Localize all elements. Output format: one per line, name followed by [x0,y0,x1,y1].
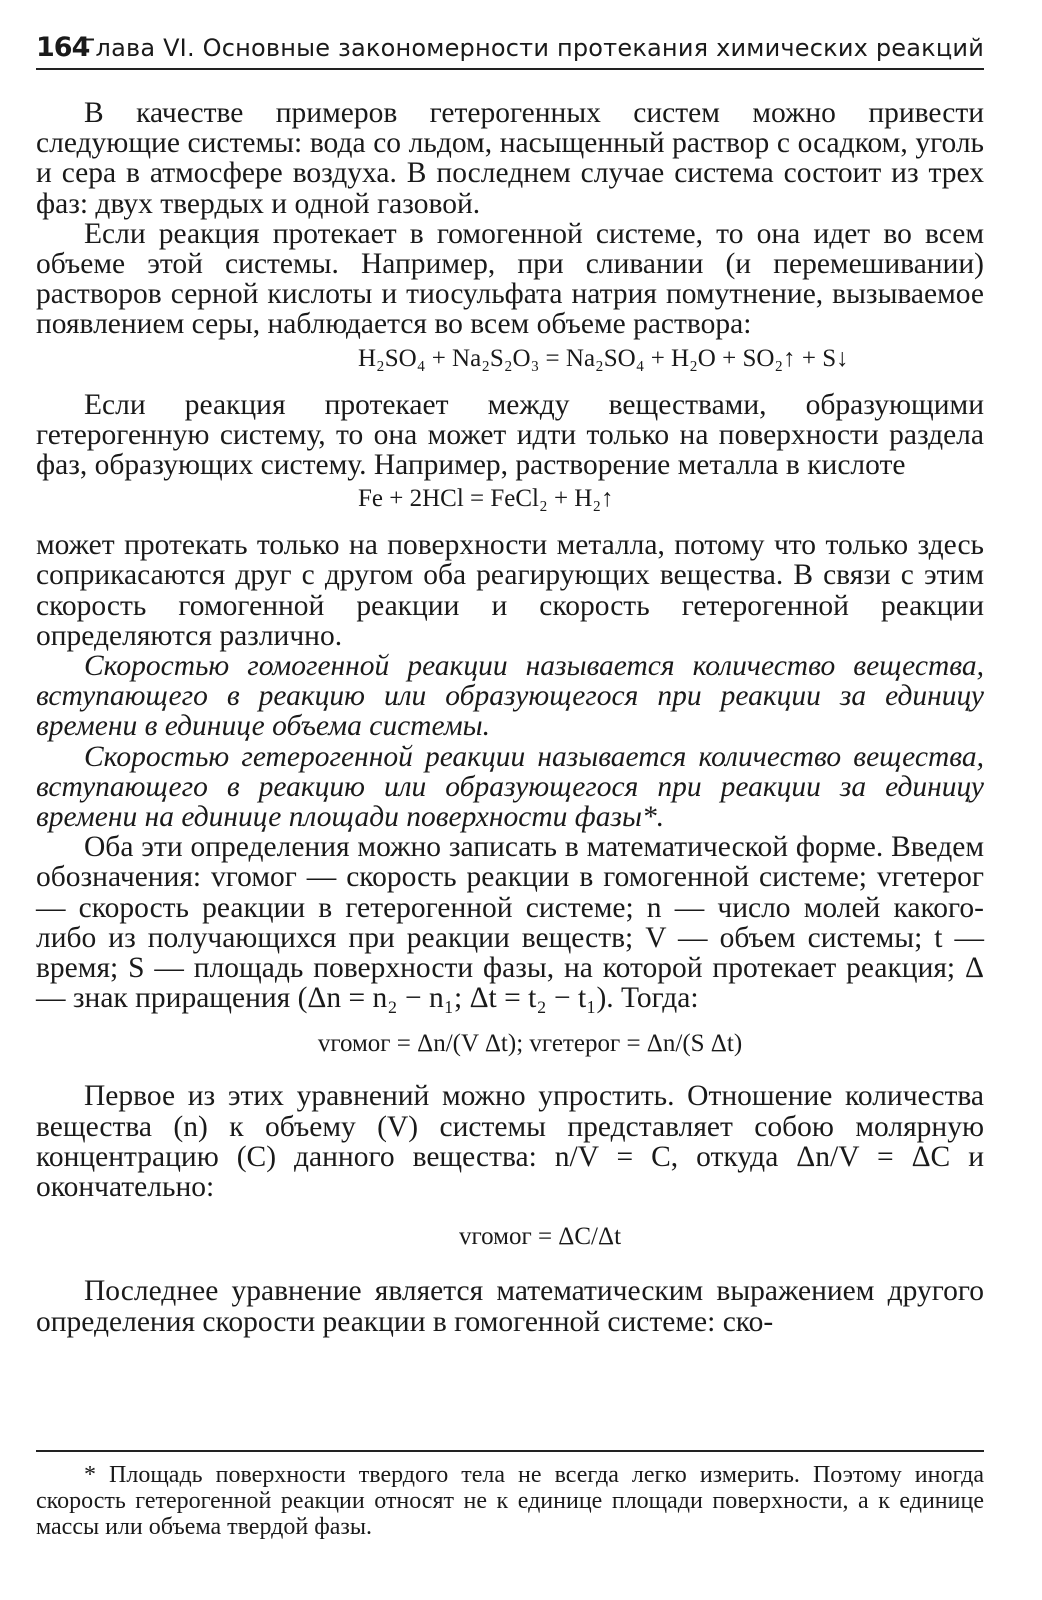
book-page [36,22,984,1540]
equation-thiosulfate: H₂SO₄ + Na₂S₂O₃ = Na₂SO₄ + H₂O + SO₂↑ + S↓ [358,344,849,372]
equation-iron-hcl: Fe + 2HCl = FeCl₂ + H₂↑ [358,485,614,513]
paragraph-heterogeneous-reaction: Если реакция протекает между веществами, образующими гетерогенную систему, то она может идти только на поверхности раздела фаз, образующих систему. Например, растворение металла в кислоте [36,388,984,482]
equation-rate-definitions: vгомог = Δn/(V Δt); vгетерог = Δn/(S Δt) [317,1030,743,1058]
paragraph-notation: Оба эти определения можно записать в математической форме. Введем обозначения: vгомог — скорость реакции в гомогенной системе; vгетерог — скорость реакции в гетерогенной системе; n — число молей какого-либо из получающихся при реакции веществ; V — объем системы; t — время; S — площадь поверхности фазы, на которой протекает реакция; Δ — знак приращения (Δn = n₂ − n₁; Δt = t₂ − t₁). Тогда: [36,831,984,1015]
page-header [36,22,984,70]
paragraph-heterogeneous-examples: В качестве примеров гетерогенных систем можно привести следующие системы: вода со льдом, насыщенный раствор с осадком, уголь и сера в атмосфере воздуха. В последнем случае система состоит из трех фаз: двух твердых и одной газовой. [36,97,984,220]
paragraph-homogeneous-reaction: Если реакция протекает в гомогенной системе, то она идет во всем объеме этой системы. Например, при сливании (и перемешивании) растворов серной кислоты и тиосульфата натрия помутнение, вызываемое появлением серы, наблюдается во всем объеме раствора: [36,217,984,341]
page-body [36,98,984,1337]
definition-homogeneous-rate: Скоростью гомогенной реакции называется количество вещества, вступающего в реакцию или образующегося при реакции за единицу времени в единице объема системы. [36,650,984,743]
paragraph-last: Последнее уравнение является математическим выражением другого определения скорости реакции в гомогенной системе: ско- [36,1275,984,1338]
page-number: 164 [36,32,90,63]
running-head: Глава VI. Основные закономерности протекания химических реакций [80,34,984,62]
paragraph-surface-reaction: может протекать только на поверхности металла, потому что только здесь соприкасаются друг с другом оба реагирующих вещества. В связи с этим скорость гомогенной реакции и скорость гетерогенной реакции определяются различно. [36,529,984,652]
paragraph-simplification: Первое из этих уравнений можно упростить. Отношение количества вещества (n) к объему (V) системы представляет собою молярную концентрацию (C) данного вещества: n/V = C, откуда Δn/V = ΔC и окончательно: [36,1080,984,1204]
definition-heterogeneous-rate: Скоростью гетерогенной реакции называется количество вещества, вступающего в реакцию или образующегося при реакции за единицу времени на единице площади поверхности фазы*. [36,740,984,834]
footnote: * Площадь поверхности твердого тела не всегда легко измерить. Поэтому иногда скорость гетерогенной реакции относят не к единице площади поверхности, а к единице массы или объема твердой фазы. [36,1462,984,1540]
equation-concentration-rate: vгомог = ΔC/Δt [458,1223,622,1251]
footnote-divider [36,1450,984,1452]
